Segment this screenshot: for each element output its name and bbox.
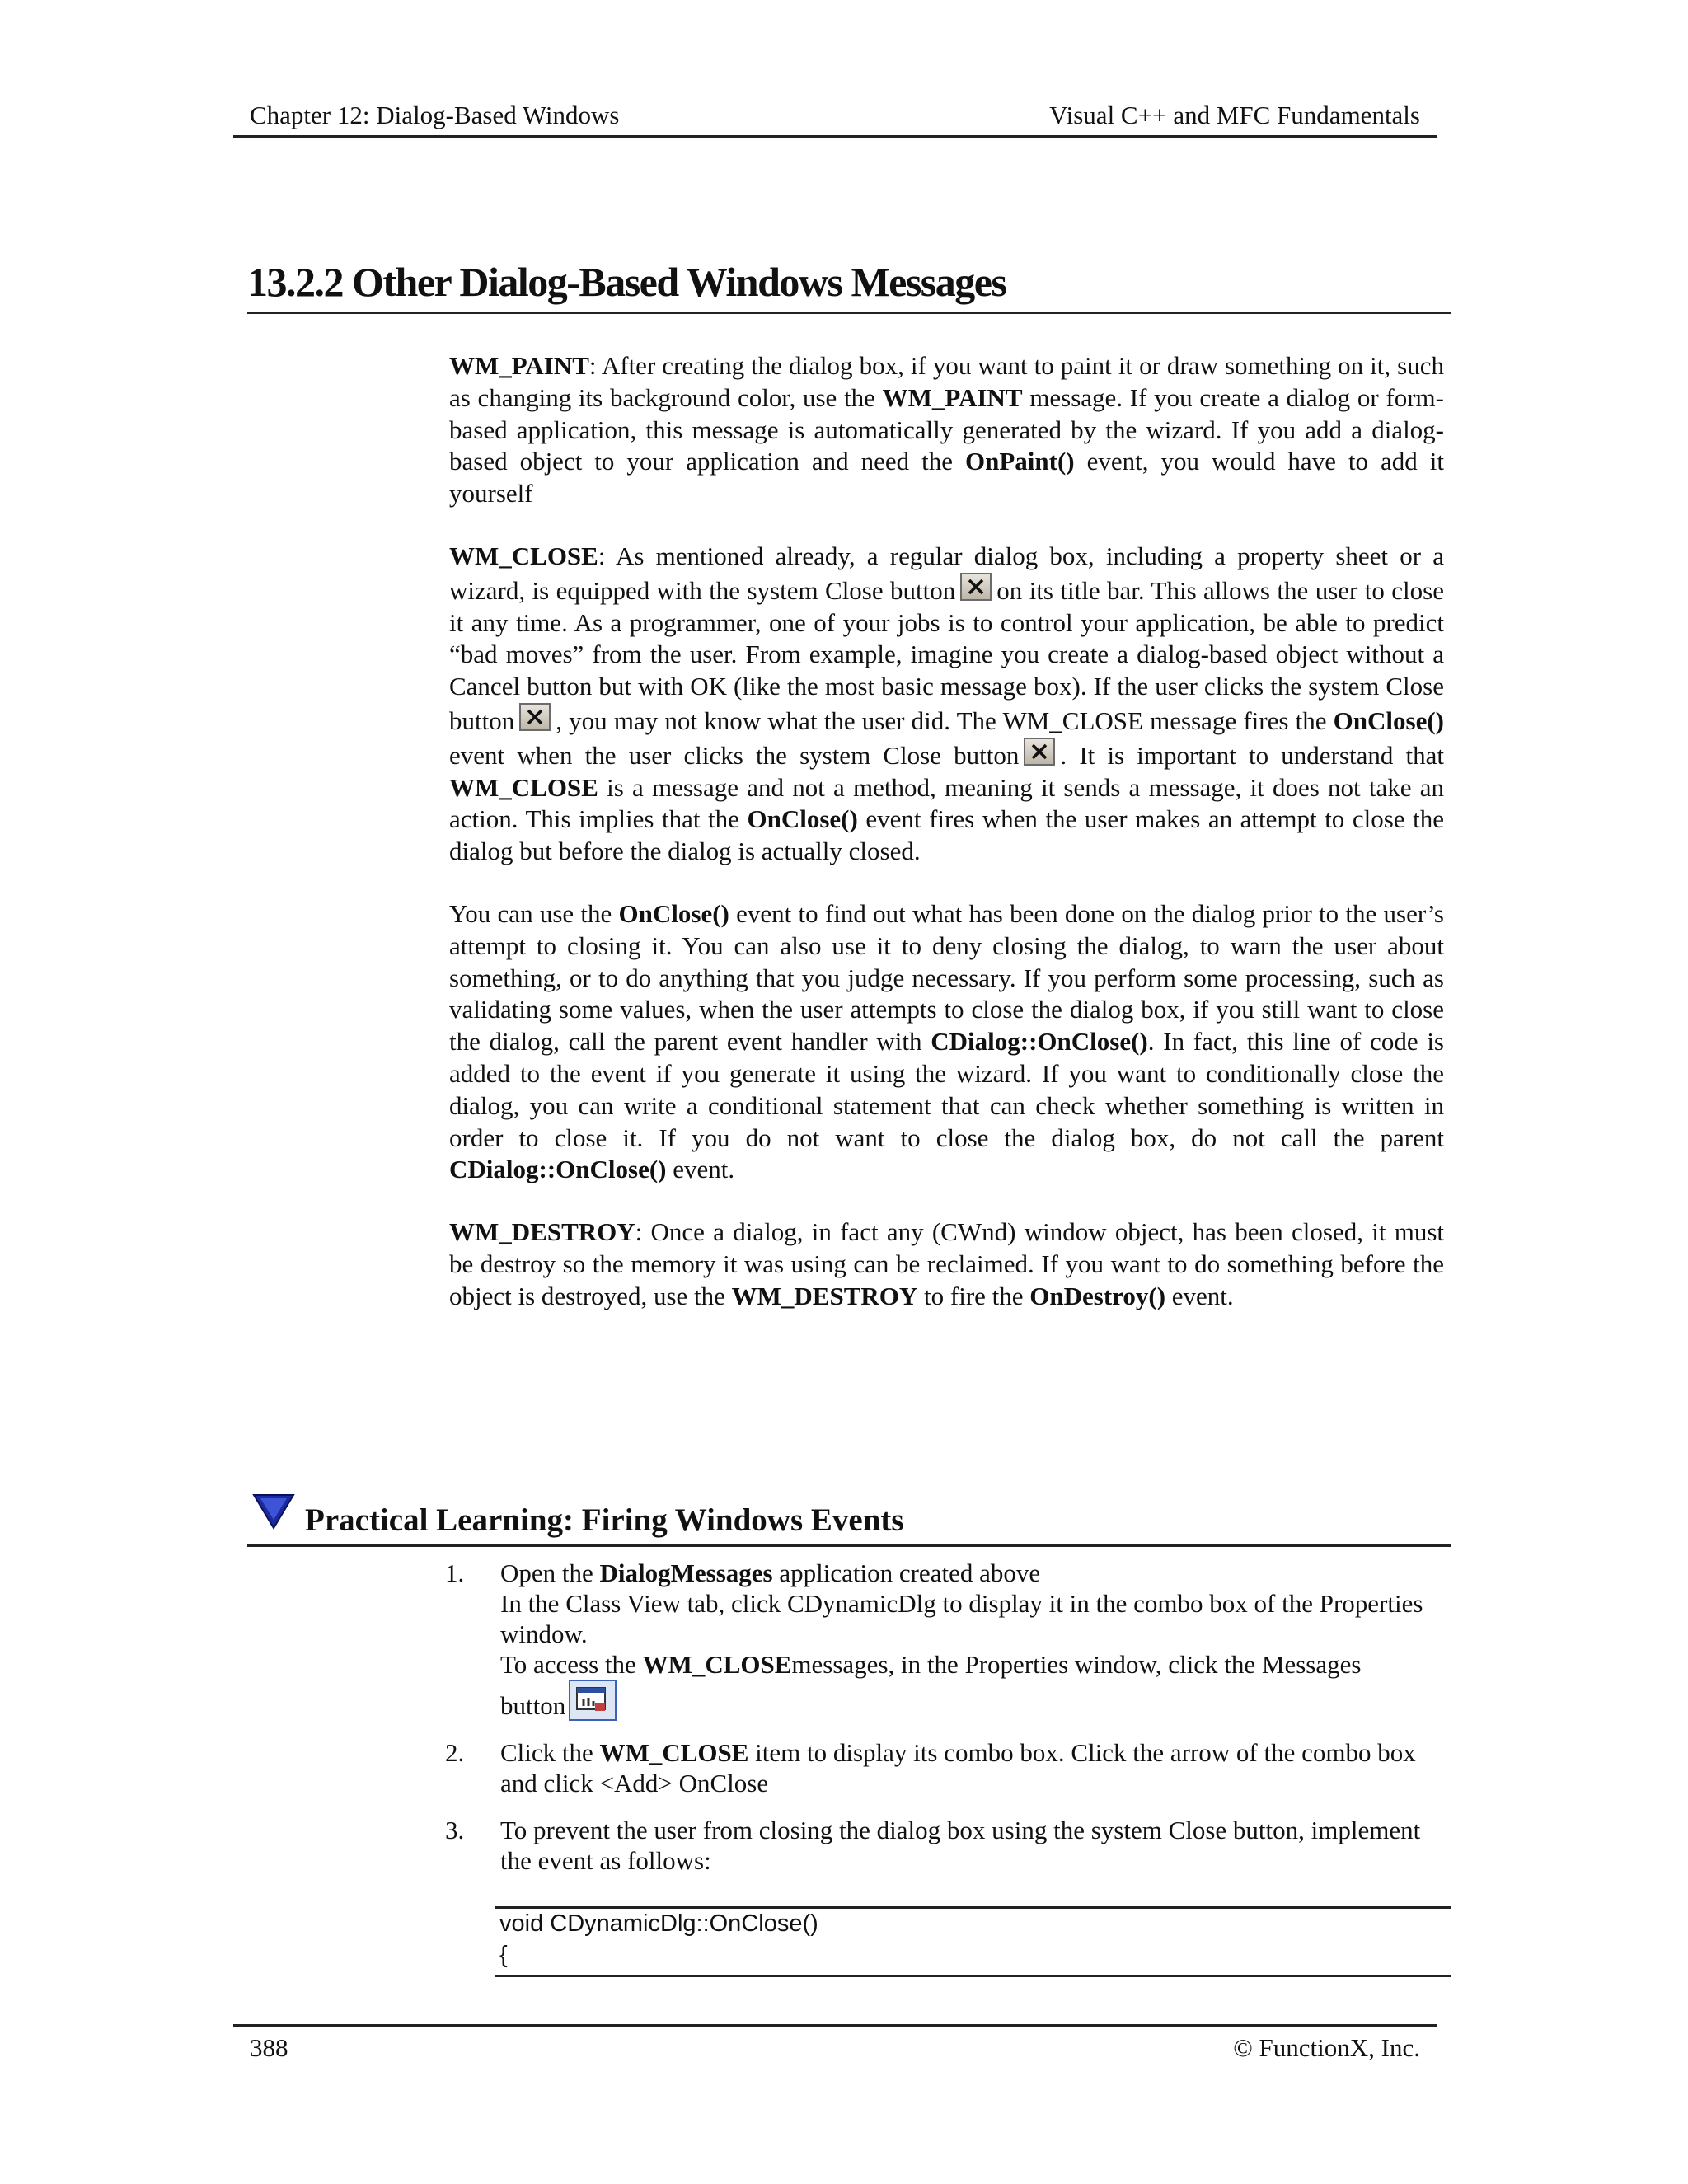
wm-close-paragraph: WM_CLOSE: As mentioned already, a regular dialog box, including a property sheet or a wizard, is equipped with the system Close button on its title bar. This allows the user to close it any time. As a programmer, one of your jobs is to control your application, be able to predict “bad moves” from the user. From example, imagine you create a dialog-based object without a Cancel button but with OK (like the most basic message box). If the user clicks the system Close button , you may not know what the user did. The WM_CLOSE message fires the OnClose() event when the user clicks the system Close button . It is important to understand that WM_CLOSE is a message and not a method, meaning it sends a message, it does not take an action. This implies that the OnClose() event fires when the user makes an attempt to close the dialog but before the dialog is actually closed. xyxy=(449,541,1444,866)
practical-learning-title: Practical Learning: Firing Windows Events xyxy=(305,1502,904,1538)
blue-triangle-icon xyxy=(252,1493,295,1530)
practical-learning-heading xyxy=(247,1490,1451,1547)
wm-destroy-paragraph: WM_DESTROY: Once a dialog, in fact any (CWnd) window object, has been closed, it must be destroy so the memory it was using can be reclaimed. If you want to do something before the object is destroyed, use the WM_DESTROY to fire the OnDestroy() event. xyxy=(449,1217,1444,1310)
wm-close-term: WM_CLOSE xyxy=(449,541,598,570)
running-header xyxy=(233,97,1437,138)
code-listing xyxy=(495,1906,1451,1977)
steps-list xyxy=(445,1558,1451,1892)
step-item: 1. Open the DialogMessages application created above In the Class View tab, click CDynamicDlg to display it in the combo box of the Properties window. To access the WM_CLOSEmessages, in the Properties window, click the Messages button xyxy=(445,1558,1423,1720)
step-item: 3. To prevent the user from closing the dialog box using the system Close button, implement the event as follows: xyxy=(445,1816,1421,1875)
copyright: © FunctionX, Inc. xyxy=(1233,2033,1420,2062)
wm-destroy-term: WM_DESTROY xyxy=(449,1217,635,1247)
close-button-icon xyxy=(1024,738,1055,766)
onclose-paragraph: You can use the OnClose() event to find out what has been done on the dialog prior to the user’s attempt to closing it. You can also use it to deny closing the dialog, to warn the user about something, or to do anything that you judge necessary. If you perform some processing, such as validating some values, when the user attempts to close the dialog box, if you still want to close the dialog, call the parent event handler with CDialog::OnClose(). In fact, this line of code is added to the event if you generate it using the wizard. If you want to conditionally close the dialog, you can write a conditional statement that can check whether something is written in order to close it. If you do not want to close the dialog box, do not call the parent CDialog::OnClose() event. xyxy=(449,898,1445,1184)
page-number: 388 xyxy=(250,2033,288,2062)
step-item: 2. Click the WM_CLOSE item to display its combo box. Click the arrow of the combo box and click <Add> OnClose xyxy=(445,1738,1416,1797)
code-line: void CDynamicDlg::OnClose() xyxy=(499,1910,818,1937)
close-button-icon xyxy=(519,703,551,731)
book-title: Visual C++ and MFC Fundamentals xyxy=(1049,101,1420,129)
body-text xyxy=(449,350,1444,1343)
chapter-title: Chapter 12: Dialog-Based Windows xyxy=(250,101,620,129)
wm-paint-paragraph: WM_PAINT: After creating the dialog box, if you want to paint it or draw something on it, such as changing its background color, use the WM_PAINT message. If you create a dialog or form-based application, this message is automatically generated by the wizard. If you add a dialog-based object to your application and need the OnPaint() event, you would have to add it yourself xyxy=(449,351,1444,509)
running-footer xyxy=(233,2024,1437,2068)
close-button-icon xyxy=(960,573,992,601)
section-title: 13.2.2 Other Dialog-Based Windows Messages xyxy=(247,257,1451,314)
messages-button-icon xyxy=(569,1680,617,1721)
code-line: { xyxy=(499,1942,508,1968)
wm-paint-term: WM_PAINT xyxy=(449,351,589,380)
